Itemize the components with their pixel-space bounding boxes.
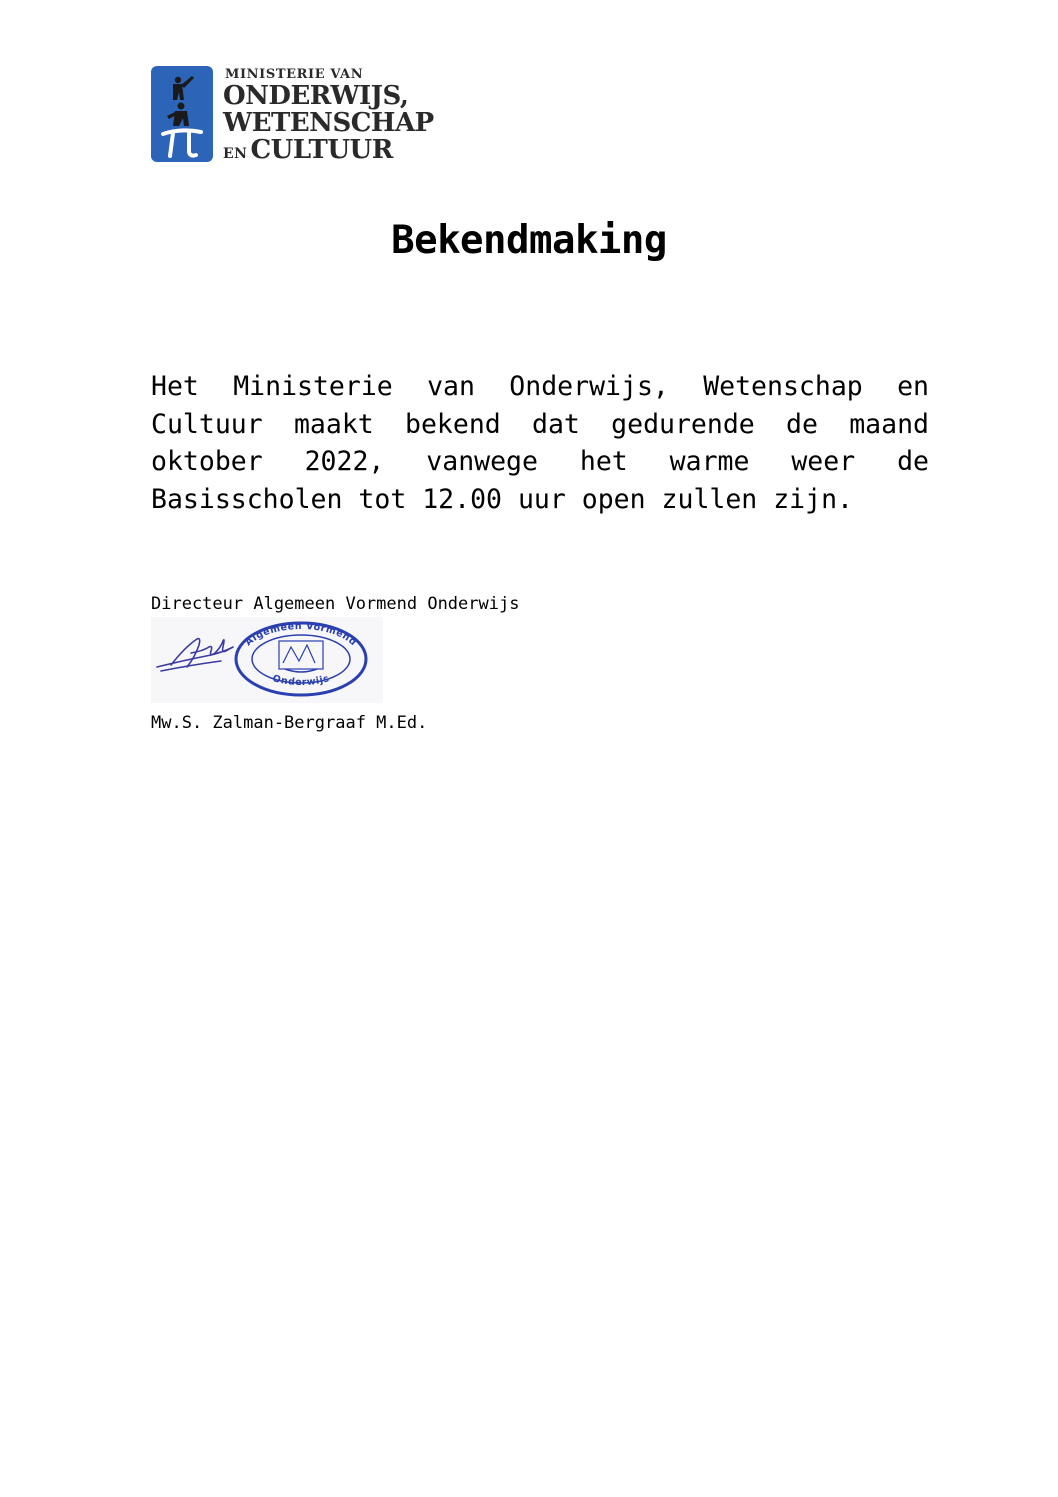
announcement-body: Het Ministerie van Onderwijs, Wetenschap en Cultuur maakt bekend dat gedurende de maand oktober 2022, vanwege het warme weer de Basisscholen tot 12.00 uur open zullen zijn. (151, 371, 929, 515)
ministry-logo (151, 66, 461, 166)
signature-stamp-image (151, 617, 383, 703)
logo-line-cultuur (223, 135, 393, 165)
logo-word-cultuur: CULTUUR (250, 135, 393, 165)
logo-line-onderwijs: ONDERWIJS, (223, 81, 409, 111)
logo-line-wetenschap: WETENSCHAP (223, 108, 434, 138)
logo-word-en: EN (223, 146, 248, 162)
signer-name: Mw.S. Zalman-Bergraaf M.Ed. (151, 713, 428, 733)
svg-text:Onderwijs: Onderwijs (271, 673, 331, 689)
logo-emblem-icon (151, 66, 213, 162)
logo-line-ministerie: MINISTERIE VAN (225, 67, 364, 82)
svg-text:Algemeen Vormend: Algemeen Vormend (243, 620, 359, 649)
signatory-role: Directeur Algemeen Vormend Onderwijs (151, 594, 520, 614)
page-title: Bekendmaking (391, 218, 667, 263)
